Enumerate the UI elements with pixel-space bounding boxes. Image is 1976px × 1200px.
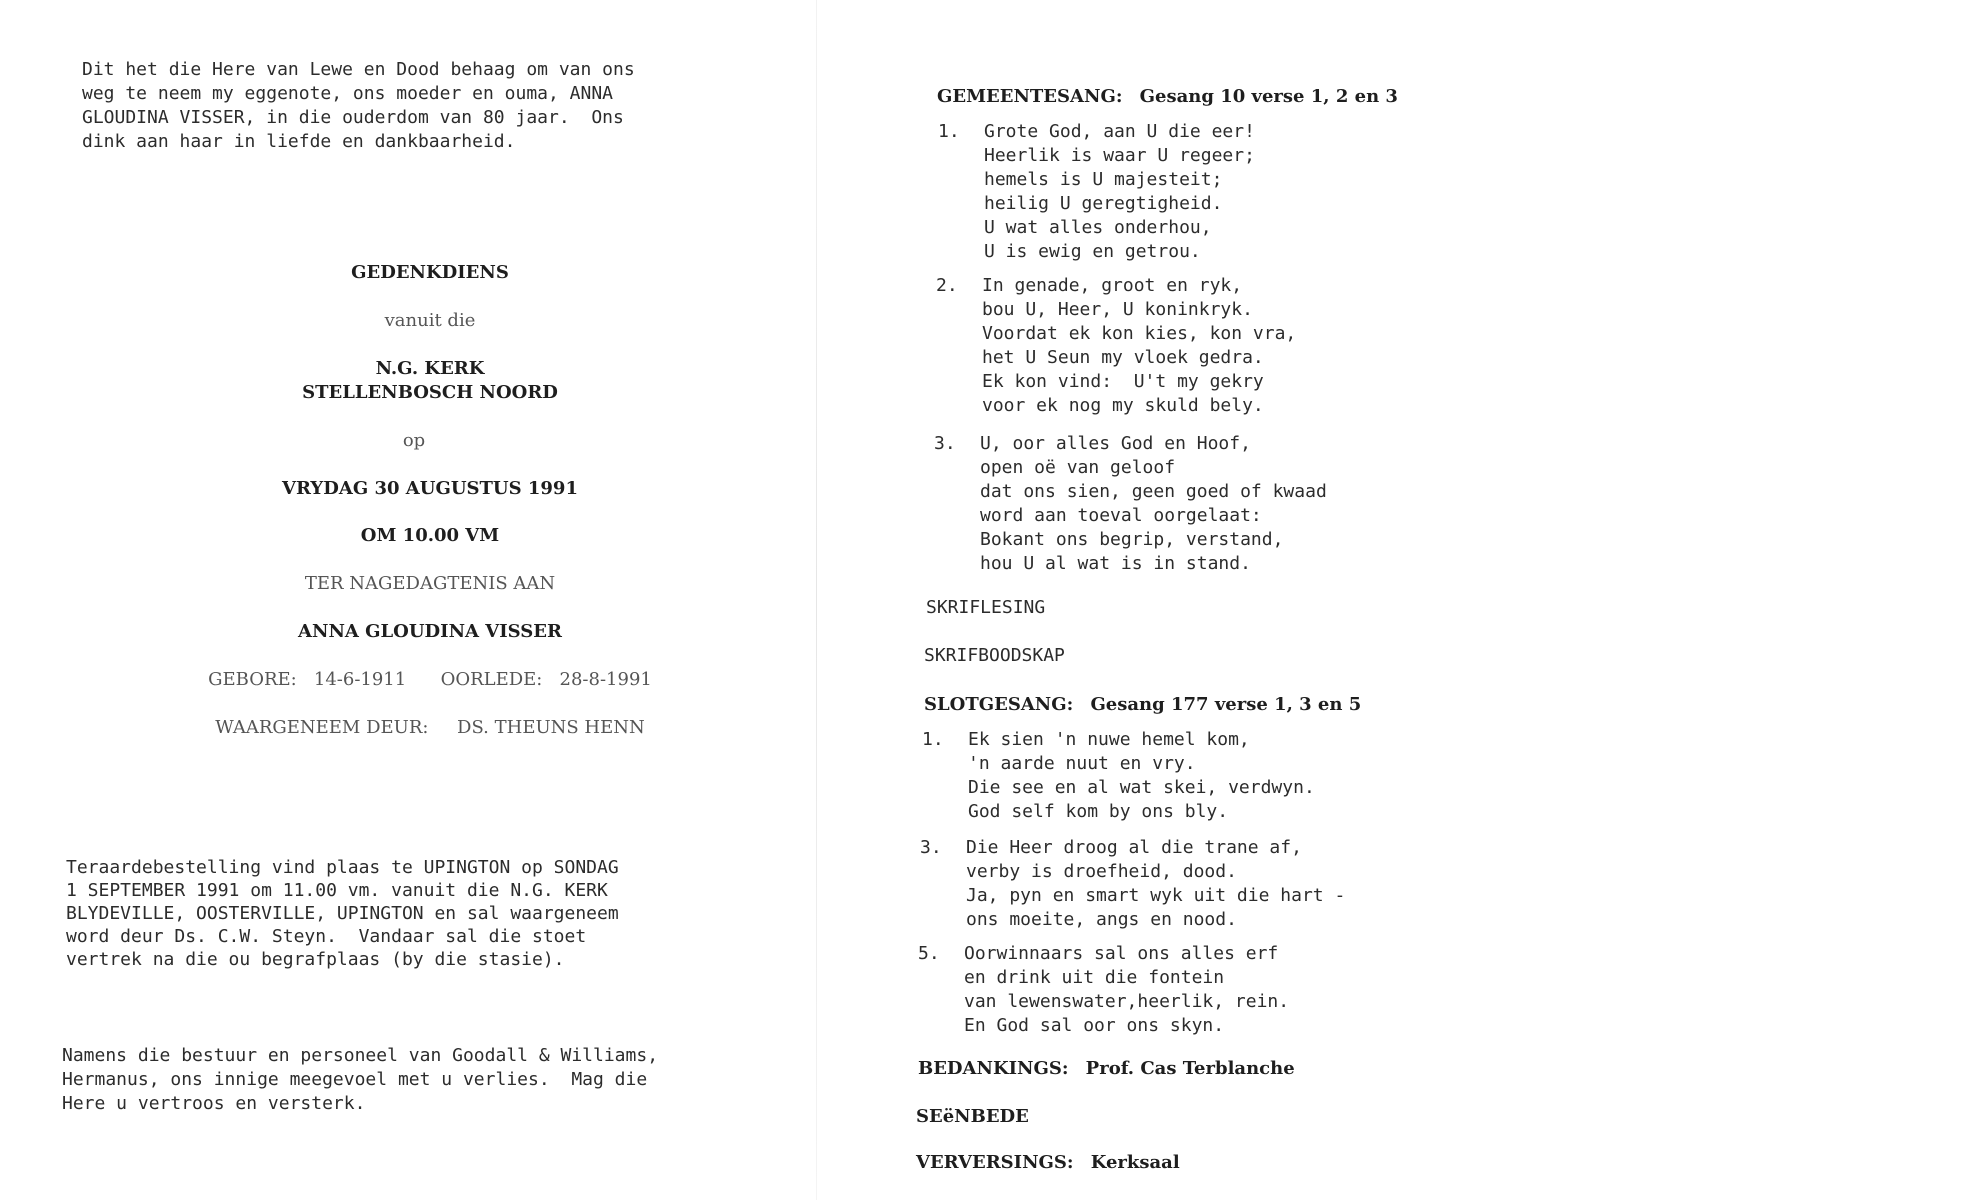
verse-line: 'n aarde nuut en vry. — [968, 753, 1196, 774]
verse-line: van lewenswater,heerlik, rein. — [964, 991, 1290, 1012]
service-on: op — [402, 430, 426, 451]
benediction: SEëNBEDE — [916, 1106, 1029, 1127]
verse-line: bou U, Heer, U koninkryk. — [982, 299, 1253, 320]
text-line: dink aan haar in liefde en dankbaarheid. — [82, 131, 516, 152]
verse-line: Bokant ons begrip, verstand, — [980, 529, 1284, 550]
thanks-name: Prof. Cas Terblanche — [1085, 1058, 1295, 1079]
verse-number: 3. — [920, 837, 942, 858]
sermon: SKRIFBOODSKAP — [924, 645, 1065, 666]
verse-number: 1. — [922, 729, 944, 750]
service-date: VRYDAG 30 AUGUSTUS 1991 — [282, 478, 578, 499]
church-name: N.G. KERK — [375, 358, 485, 379]
born-date: 14-6-1911 — [313, 669, 407, 690]
text-line: Hermanus, ons innige meegevoel met u verlies. Mag die — [62, 1069, 648, 1090]
died-date: 28-8-1991 — [559, 669, 652, 690]
page-fold — [816, 0, 817, 1200]
thanks-label: BEDANKINGS: — [918, 1058, 1069, 1079]
verse-line: dat ons sien, geen goed of kwaad — [980, 481, 1327, 502]
thanks-line — [918, 1058, 1295, 1079]
text-line: GLOUDINA VISSER, in die ouderdom van 80 jaar. Ons — [82, 107, 624, 128]
text-line: 1 SEPTEMBER 1991 om 11.00 vm. vanuit die N.G. KERK — [66, 880, 608, 901]
verse-line: word aan toeval oorgelaat: — [980, 505, 1262, 526]
verse-line: en drink uit die fontein — [964, 967, 1225, 988]
died-label: OORLEDE: — [440, 669, 543, 690]
refreshments-label: VERVERSINGS: — [916, 1152, 1074, 1173]
burial-paragraph — [66, 856, 619, 971]
text-line: weg te neem my eggenote, ons moeder en ouma, ANNA — [82, 83, 614, 104]
hymn2-label: SLOTGESANG: — [924, 694, 1074, 715]
hymn2-header — [924, 694, 1361, 715]
verse-number: 5. — [918, 943, 940, 964]
born-label: GEBORE: — [208, 669, 297, 690]
verse-line: open oë van geloof — [980, 457, 1176, 478]
verse-line: Heerlik is waar U regeer; — [984, 145, 1255, 166]
scripture-reading: SKRIFLESING — [926, 597, 1046, 618]
verse-number: 3. — [934, 433, 956, 454]
church-location: STELLENBOSCH NOORD — [302, 382, 558, 403]
text-line: word deur Ds. C.W. Steyn. Vandaar sal die stoet — [66, 926, 587, 947]
verse-number: 2. — [936, 275, 958, 296]
refreshments-venue: Kerksaal — [1090, 1152, 1180, 1173]
verse-line: En God sal oor ons skyn. — [964, 1015, 1225, 1036]
verse-line: Ja, pyn en smart wyk uit die hart - — [966, 885, 1346, 906]
deceased-name: ANNA GLOUDINA VISSER — [298, 621, 562, 642]
verse-line: God self kom by ons bly. — [968, 801, 1229, 822]
hymn1-title: Gesang 10 verse 1, 2 en 3 — [1139, 86, 1398, 107]
verse-line: hemels is U majesteit; — [984, 169, 1223, 190]
verse-line: het U Seun my vloek gedra. — [982, 347, 1264, 368]
verse-line: U is ewig en getrou. — [984, 241, 1201, 262]
hymn1-label: GEMEENTESANG: — [937, 86, 1123, 107]
service-title: GEDENKDIENS — [351, 262, 509, 283]
text-line: Dit het die Here van Lewe en Dood behaag om van ons — [82, 59, 635, 80]
text-line: Namens die bestuur en personeel van Goodall & Williams, — [62, 1045, 659, 1066]
refreshments-line — [916, 1152, 1180, 1173]
memory-caption: TER NAGEDAGTENIS AAN — [304, 573, 556, 594]
verse-line: Ek sien 'n nuwe hemel kom, — [968, 729, 1250, 750]
verse-line: Die see en al wat skei, verdwyn. — [968, 777, 1315, 798]
officiant-name: DS. THEUNS HENN — [457, 717, 645, 738]
verse-line: Voordat ek kon kies, kon vra, — [982, 323, 1297, 344]
verse-line: ons moeite, angs en nood. — [966, 909, 1237, 930]
officiant-label: WAARGENEEM DEUR: — [215, 717, 429, 738]
intro-paragraph — [82, 58, 635, 154]
verse-line: Oorwinnaars sal ons alles erf — [964, 943, 1279, 964]
hymn2-title: Gesang 177 verse 1, 3 en 5 — [1090, 694, 1362, 715]
service-from: vanuit die — [384, 310, 476, 331]
verse-line: Ek kon vind: U't my gekry — [982, 371, 1264, 392]
text-line: Teraardebestelling vind plaas te UPINGTON op SONDAG — [66, 857, 619, 878]
hymn1-header — [937, 86, 1398, 107]
verse-line: Die Heer droog al die trane af, — [966, 837, 1302, 858]
service-time: OM 10.00 VM — [360, 525, 500, 546]
verse-line: hou U al wat is in stand. — [980, 553, 1251, 574]
text-line: vertrek na die ou begrafplaas (by die stasie). — [66, 949, 565, 970]
condolence-paragraph — [62, 1044, 658, 1116]
verse-line: U, oor alles God en Hoof, — [980, 433, 1251, 454]
birth-death-dates — [130, 669, 730, 690]
officiant-line — [130, 717, 730, 738]
verse-line: U wat alles onderhou, — [984, 217, 1212, 238]
verse-line: In genade, groot en ryk, — [982, 275, 1243, 296]
verse-line: Grote God, aan U die eer! — [984, 121, 1255, 142]
text-line: BLYDEVILLE, OOSTERVILLE, UPINGTON en sal waargeneem — [66, 903, 619, 924]
verse-line: verby is droefheid, dood. — [966, 861, 1237, 882]
text-line: Here u vertroos en versterk. — [62, 1093, 366, 1114]
verse-line: voor ek nog my skuld bely. — [982, 395, 1264, 416]
verse-number: 1. — [938, 121, 960, 142]
verse-line: heilig U geregtigheid. — [984, 193, 1223, 214]
